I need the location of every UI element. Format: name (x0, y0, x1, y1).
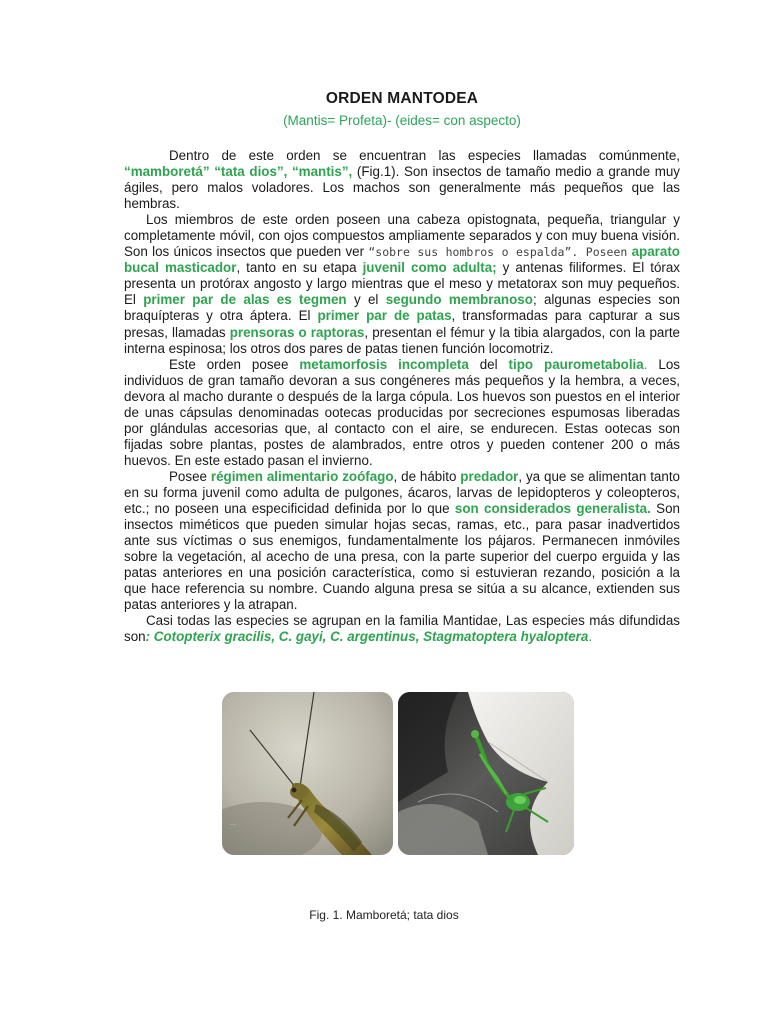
highlight-tegmen: primer par de alas es tegmen (143, 292, 347, 308)
paragraph-5: Casi todas las especies se agrupan en la familia Mantidae, Las especies más difundidas son: Cotopterix gracilis, C. gayi, C. argentinus, Stagmatoptera hyaloptera. (124, 613, 680, 645)
paragraph-3: Este orden posee metamorfosis incompleta del tipo paurometabolia. Los individuos de gran tamaño devoran a sus congéneres más pequeños y la hembra, a veces, devora al macho durante o después de la larga cópula. Los huevos son puestos en el interior de unas cápsulas denominadas ootecas producidas por secreciones espumosas liberadas por glándulas accesorias que, al contacto con el aire, se endurecen. Estas ootecas son fijadas sobre plantas, postes de alambrados, entre otros y pueden contener 200 o más huevos. En este estado pasan el invierno. (124, 356, 680, 468)
highlight-species: : Cotopterix gracilis, C. gayi, C. argentinus, Stagmatoptera hyaloptera (145, 629, 589, 645)
mantis-photo-2-image (398, 692, 574, 855)
document-page (124, 90, 680, 645)
highlight-membranous: segundo membranoso (385, 292, 533, 308)
highlight-diet: régimen alimentario zoófago (210, 468, 394, 484)
page-title: ORDEN MANTODEA (325, 90, 479, 107)
figure-caption: Fig. 1. Mamboretá; tata dios (309, 908, 459, 922)
page-subtitle: (Mantis= Profeta)- (eides= con aspecto) (283, 113, 521, 128)
figure-photos (222, 692, 618, 855)
highlight-mouthparts: aparato bucal masticador (124, 244, 680, 276)
photo-green-mantis (398, 692, 574, 855)
paragraph-2: Los miembros de este orden poseen una cabeza opistognata, pequeña, triangular y completamente móvil, con ojos compuestos ampliamente separados y con muy buena visión. Son los únicos insectos que pueden ver “sobre sus hombros o espalda”. Poseen aparato bucal masticador, tanto en su etapa juvenil como adulta; y antenas filiformes. El tórax presenta un protórax angosto y largo mientras que el meso y metatorax son muy pequeños. El primer par de alas es tegmen y el segundo membranoso; algunas especies son braquípteras y otra áptera. El primer par de patas, transformadas para capturar a sus presas, llamadas prensoras o raptoras, presentan el fémur y la tibia alargados, con la parte interna espinosa; los otros dos pares de patas tienen función locomotriz. (124, 212, 680, 356)
highlight-juvenile-adult: juvenil como adulta; (362, 260, 497, 276)
photo-mantis-antennae (222, 692, 393, 855)
highlight-metamorphosis: metamorfosis incompleta (299, 356, 469, 372)
mantis-photo-1-image (222, 692, 393, 855)
highlight-predator: predador (460, 468, 519, 484)
highlight-first-legs: primer par de patas (317, 308, 452, 324)
highlight-common-names: “mamboretá” “tata dios”, “mantis”, (124, 164, 353, 180)
highlight-paurometabolia: tipo paurometabolia (508, 356, 644, 372)
paragraph-4: Posee régimen alimentario zoófago, de hábito predador, ya que se alimentan tanto en su forma juvenil como adulta de pulgones, ácaros, larvas de lepidopteros y coleopteros, etc.; no poseen una especificidad definida por lo que son considerados generalista. Son insectos miméticos que pueden simular hojas secas, ramas, etc., para pasar inadvertidos ante sus víctimas o sus enemigos, fundamentalmente los pájaros. Permanecen inmóviles sobre la vegetación, al acecho de una presa, con la parte superior del cuerpo erguida y las patas anteriores en una posición característica, como si estuvieran rezando, posición a la que hace referencia su nombre. Cuando alguna presa se sitúa a su alcance, extienden sus patas anteriores y la atrapan. (124, 468, 680, 613)
highlight-raptorial: prensoras o raptoras (229, 324, 365, 340)
body-text (124, 148, 680, 645)
quote-mono: “sobre sus hombros o espalda”. Poseen (368, 245, 628, 260)
highlight-generalist: son considerados generalista. (454, 501, 651, 517)
paragraph-1: Dentro de este orden se encuentran las especies llamadas comúnmente, “mamboretá” “tata dios”, “mantis”, (Fig.1). Son insectos de tamaño medio a grande muy ágiles, pero malos voladores. Los machos son generalmente más pequeños que las hembras. (124, 148, 680, 212)
svg-text:·····: ····· (230, 822, 237, 827)
